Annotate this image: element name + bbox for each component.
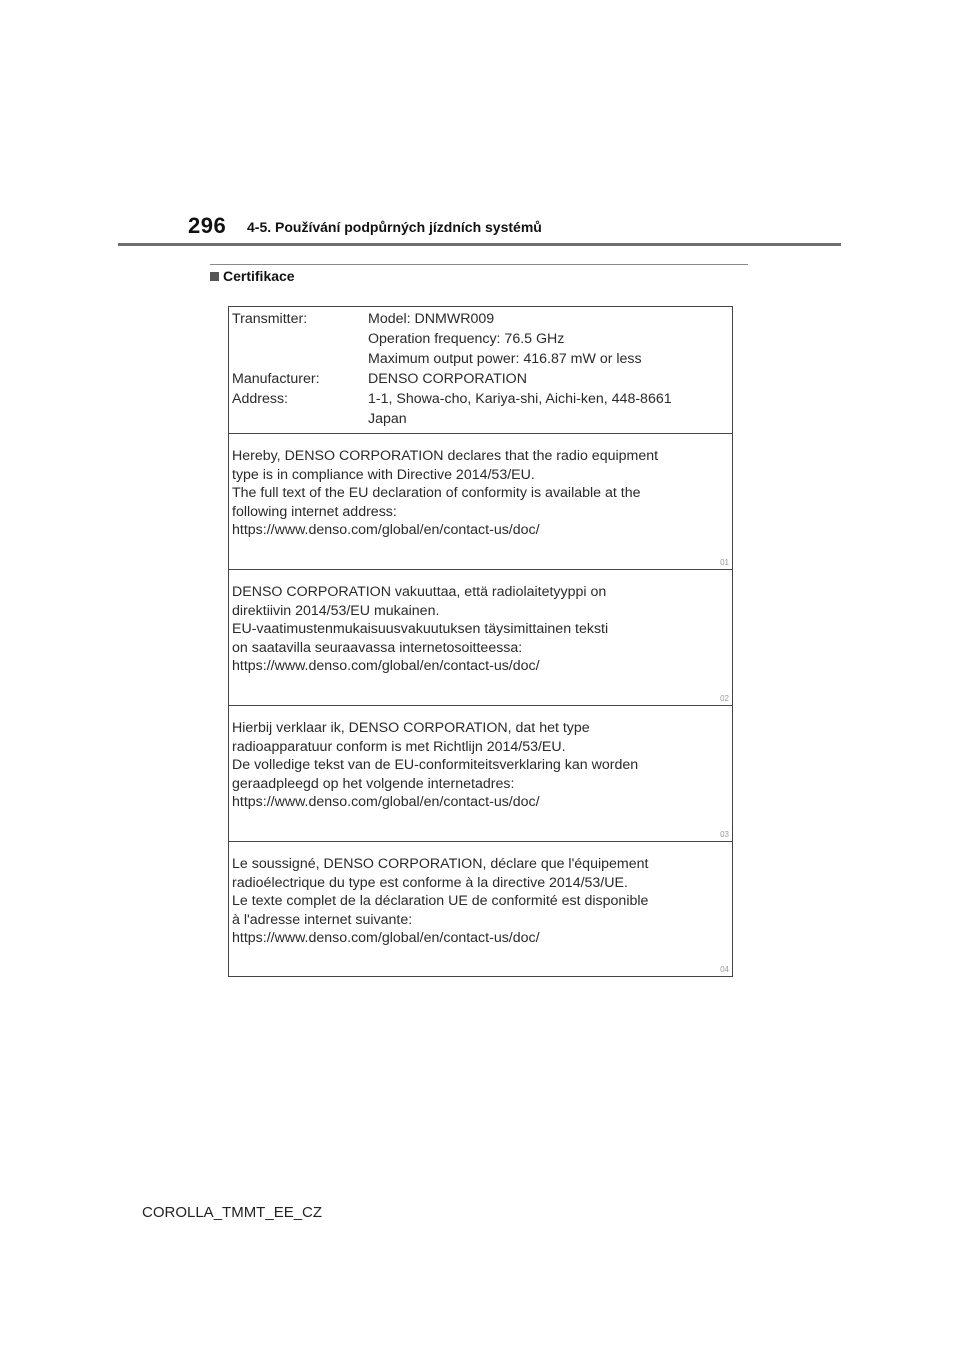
section-code: 01 [720, 558, 729, 567]
declaration-french [229, 841, 732, 976]
declaration-finnish [229, 569, 732, 705]
declaration-text: DENSO CORPORATION vakuuttaa, että radiolaitetyyppi on direktiivin 2014/53/EU mukainen. EU-vaatimustenmukaisuusvakuutuksen täysimittainen teksti on saatavilla seuraavassa internetosoitteessa: https://www.denso.com/global/en/contact-us/doc/ [232, 584, 609, 675]
manufacturer-label: Manufacturer: [232, 371, 320, 387]
header-rule [118, 243, 841, 246]
declaration-text: Hierbij verklaar ik, DENSO CORPORATION, dat het type radioapparatuur conform is met Richtlijn 2014/53/EU. De volledige tekst van de EU-conformiteitsverklaring kan worden geraadpleegd op het volgende internetadres: https://www.denso.com/global/en/contact-us/doc/ [232, 720, 639, 811]
section-code: 03 [720, 830, 729, 839]
address-label: Address: [232, 391, 288, 407]
subheading-text: Certifikace [223, 268, 295, 284]
section-title: 4-5. Používání podpůrných jízdních systémů [247, 219, 542, 235]
transmitter-section [229, 307, 732, 433]
model-value: Model: DNMWR009 [368, 311, 495, 327]
subheading-rule [210, 264, 748, 265]
declaration-dutch [229, 705, 732, 841]
address-value: 1-1, Showa-cho, Kariya-shi, Aichi-ken, 448-8661 [368, 391, 672, 407]
square-bullet-icon [210, 272, 219, 281]
section-code: 04 [720, 965, 729, 974]
footer-doc-code: COROLLA_TMMT_EE_CZ [142, 1204, 323, 1221]
declaration-text: Hereby, DENSO CORPORATION declares that the radio equipment type is in compliance with Directive 2014/53/EU. The full text of the EU declaration of conformity is available at the following internet address: https://www.denso.com/global/en/contact-us/doc/ [232, 448, 659, 539]
declaration-english [229, 433, 732, 569]
country-value: Japan [368, 411, 407, 427]
frequency-value: Operation frequency: 76.5 GHz [368, 331, 565, 347]
section-code: 02 [720, 694, 729, 703]
certification-box [228, 306, 733, 977]
page-number: 296 [188, 213, 227, 238]
manufacturer-value: DENSO CORPORATION [368, 371, 527, 387]
transmitter-label: Transmitter: [232, 311, 308, 327]
output-power-value: Maximum output power: 416.87 mW or less [368, 351, 642, 367]
declaration-text: Le soussigné, DENSO CORPORATION, déclare que l'équipement radioélectrique du type est conforme à la directive 2014/53/UE. Le texte complet de la déclaration UE de conformité est disponible à l'adresse internet suivante: https://www.denso.com/global/en/contact-us/doc/ [232, 856, 649, 947]
subheading [210, 268, 295, 284]
